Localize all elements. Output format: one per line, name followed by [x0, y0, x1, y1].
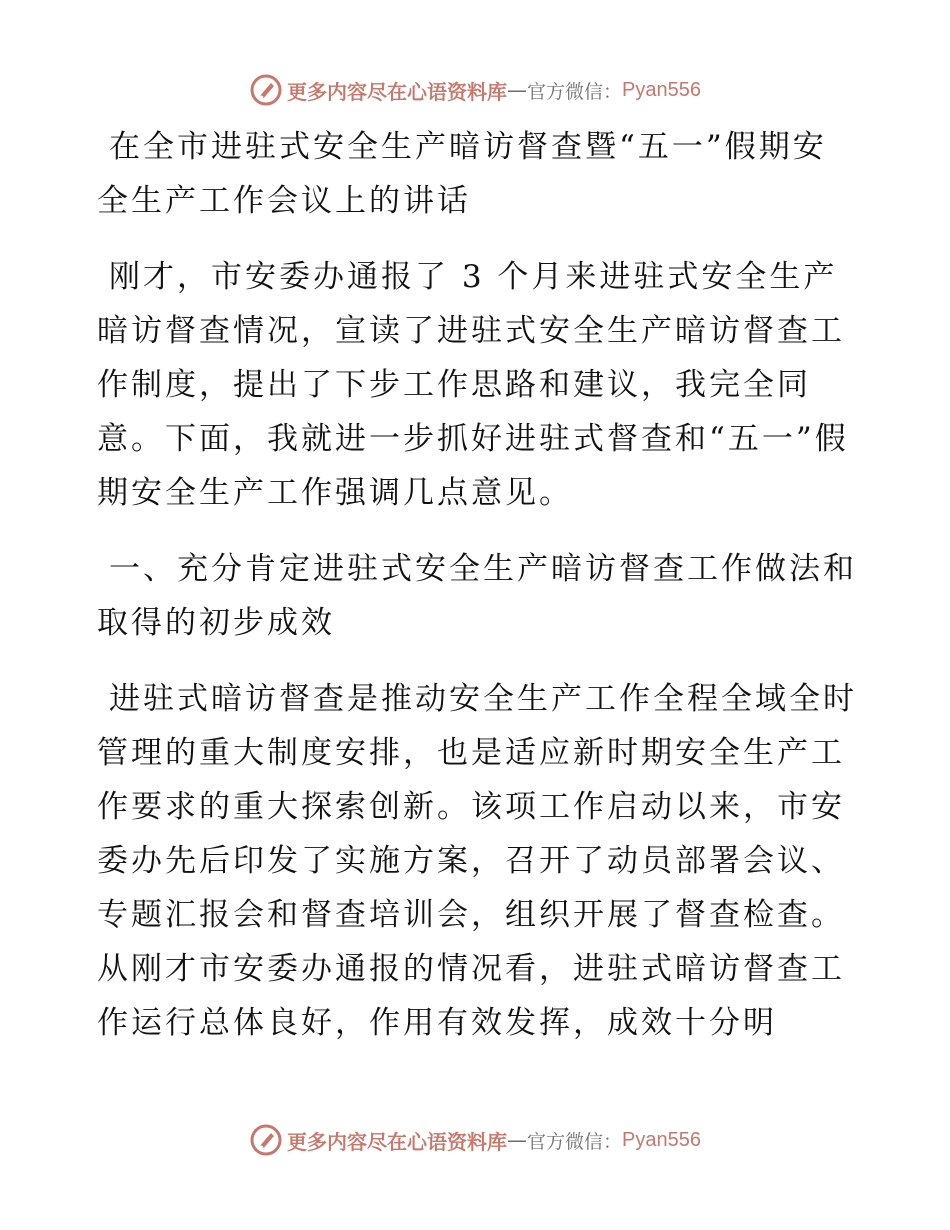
document-title: 在全市进驻式安全生产暗访督查暨“五一”假期安全生产工作会议上的讲话: [97, 129, 827, 219]
banner-account-id: Pyan556: [622, 78, 701, 101]
pen-nib-logo-icon: [249, 73, 283, 107]
banner-separator: —: [507, 1128, 527, 1152]
header-banner: [0, 70, 950, 110]
banner-contact-label: 官方微信：: [527, 1130, 623, 1153]
paragraph-2: 进驻式暗访督查是推动安全生产工作全程全域全时管理的重大制度安排，也是适应新时期安全生产工作要求的重大探索创新。该项工作启动以来，市安委办先后印发了实施方案，召开了动员部署会议、专题汇报会和督查培训会，组织开展了督查检查。从刚才市安委办通报的情况看，进驻式暗访督查工作运行总体良好，作用有效发挥，成效十分明: [97, 681, 857, 1041]
pen-nib-logo-icon: [249, 1123, 283, 1157]
banner-contact-label: 官方微信：: [527, 80, 623, 103]
paragraph-1: 刚才，市安委办通报了 3 个月来进驻式安全生产暗访督查情况，宣读了进驻式安全生产暗访督查工作制度，提出了下步工作思路和建议，我完全同意。下面，我就进一步抓好进驻式督查和“五一”假期安全生产工作强调几点意见。: [97, 259, 849, 511]
banner-account-id: Pyan556: [622, 1128, 701, 1151]
footer-banner: [0, 1120, 950, 1160]
banner-slogan: 更多内容尽在心语资料库: [287, 1129, 507, 1154]
document-body: [97, 120, 857, 1072]
banner-separator: —: [507, 78, 527, 102]
banner-slogan: 更多内容尽在心语资料库: [287, 79, 507, 104]
section-heading-1: 一、充分肯定进驻式安全生产暗访督查工作做法和取得的初步成效: [97, 551, 857, 641]
